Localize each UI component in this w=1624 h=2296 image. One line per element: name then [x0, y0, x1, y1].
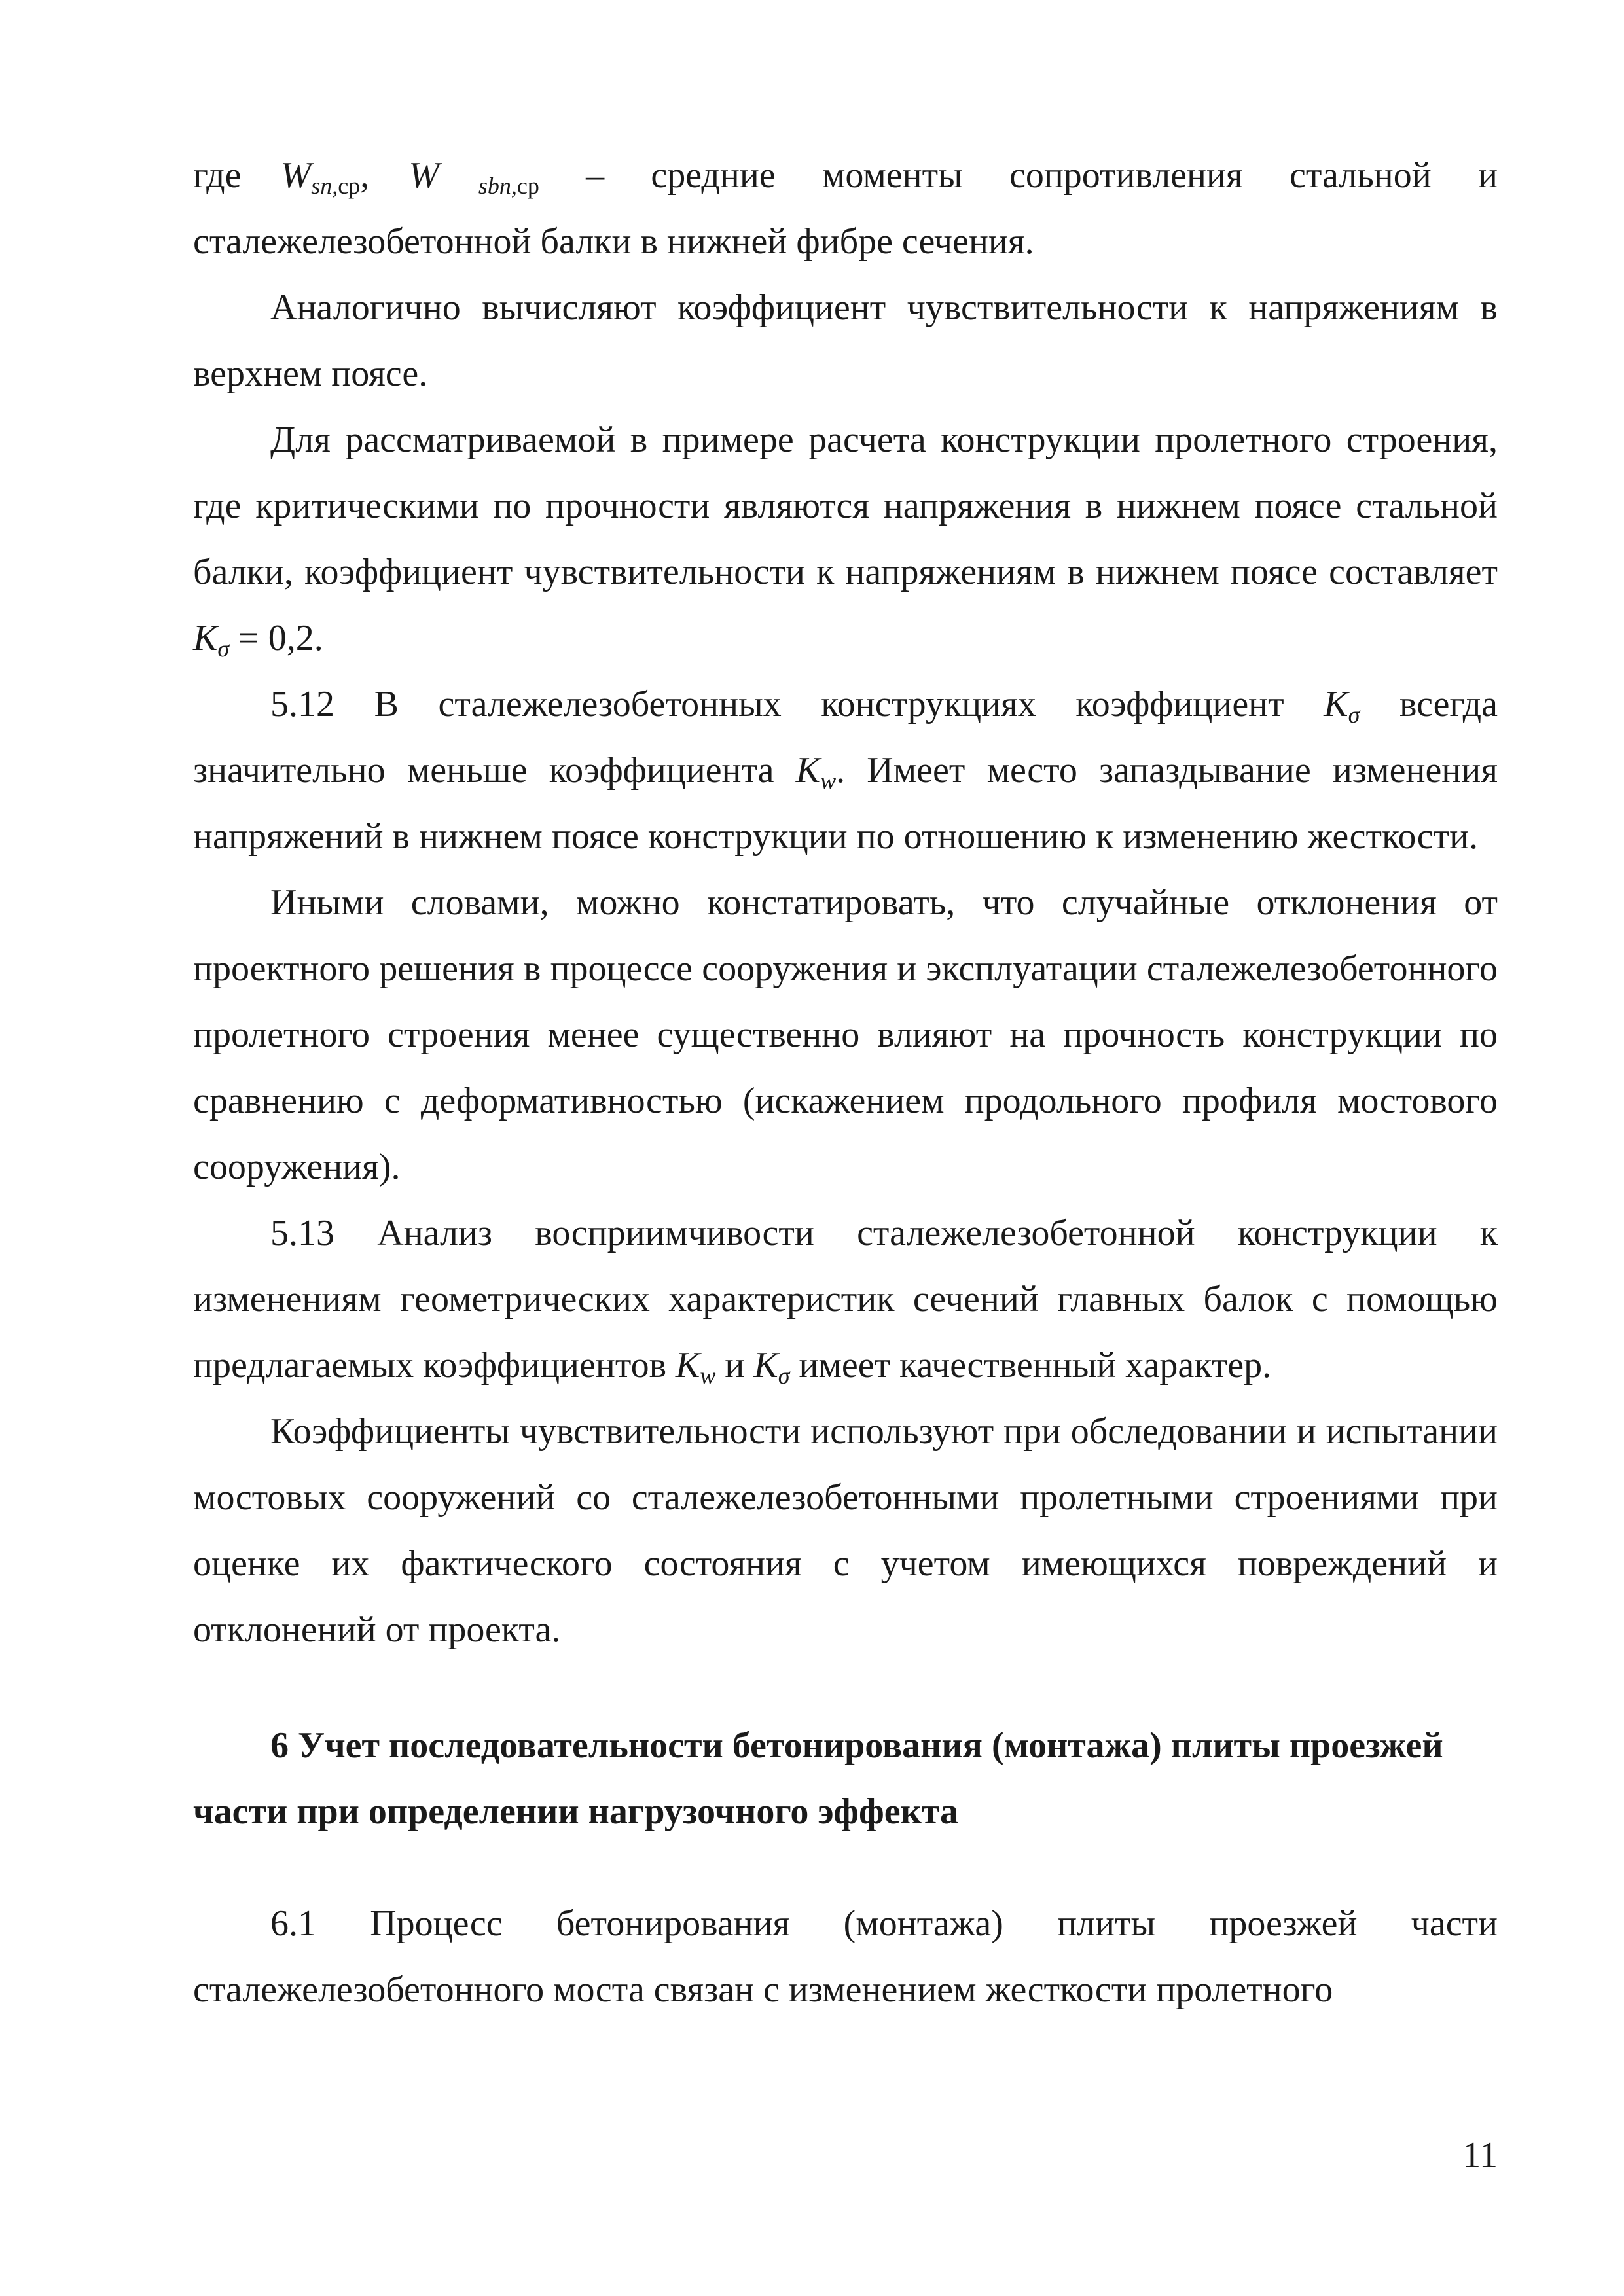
paragraph-5-12: 5.12 В сталежелезобетонных конструкциях коэффициент $K_\sigma$ всегда значительно меньше коэффициента $K_w$. Имеет место запаздывание изменения напряжений в нижнем поясе конструкции по отношению к изменению жесткости. [193, 684, 1498, 857]
symbol-k-sigma: $K_\sigma$ [753, 1345, 790, 1389]
symbol-k-w: $K_w$ [795, 750, 837, 794]
symbol-k-sigma: $K_\sigma$ [193, 618, 230, 662]
paragraph-6-1: 6.1 Процесс бетонирования (монтажа) плиты проезжей части сталежелезобетонного моста связан с изменением жесткости пролетного [193, 1903, 1498, 2010]
text-body [193, 143, 1498, 2023]
section-heading: 6 Учет последовательности бетонирования (монтажа) плиты проезжей части при определении нагрузочного эффекта [193, 1725, 1443, 1832]
symbol-w-sn: $W_{sn,ср}$ [280, 155, 361, 199]
paragraph-coefficients: Коэффициенты чувствительности используют при обследовании и испытании мостовых сооружений со сталежелезобетонными пролетными строениями при оценке их фактического состояния с учетом имеющихся повреждений и отклонений от проекта. [193, 1411, 1498, 1650]
paragraph-analog: Аналогично вычисляют коэффициент чувствительности к напряжениям в верхнем поясе. [193, 287, 1498, 394]
paragraph-other-words: Иными словами, можно констатировать, что случайные отклонения от проектного решения в процессе сооружения и эксплуатации сталежелезобетонного пролетного строения менее существенно влияют на прочность конструкции по сравнению с деформативностью (искажением продольного профиля мостового сооружения). [193, 882, 1498, 1187]
symbol-w-sbn: W $_{sbn,ср}$ [408, 155, 539, 199]
paragraph-5-13: 5.13 Анализ восприимчивости сталежелезобетонной конструкции к изменениям геометрических характеристик сечений главных балок с помощью предлагаемых коэффициентов $K_w$ и $K_\sigma$ имеет качественный характер. [193, 1213, 1498, 1389]
where-prefix: где [193, 155, 242, 196]
symbol-k-sigma: $K_\sigma$ [1324, 684, 1360, 728]
page-number: 11 [1462, 2135, 1498, 2176]
paragraph-example: Для рассматриваемой в примере расчета конструкции пролетного строения, где критическими по прочности являются напряжения в нижнем поясе стальной балки, коэффициент чувствительности к напряжениям в нижнем поясе составляет $K_\sigma = 0,2$. [193, 420, 1498, 662]
where-description: – средние моменты сопротивления стальной и сталежелезобетонной балки в нижней фибре сечения. [193, 155, 1498, 262]
symbol-k-w: $K_w$ [676, 1345, 716, 1389]
paragraph-where: где $W_{sn,ср}$, W $_{sbn,ср}$ – средние моменты сопротивления стальной и сталежелезобетонной балки в нижней фибре сечения. [193, 155, 1498, 262]
k-sigma-value: = 0,2. [229, 618, 323, 658]
